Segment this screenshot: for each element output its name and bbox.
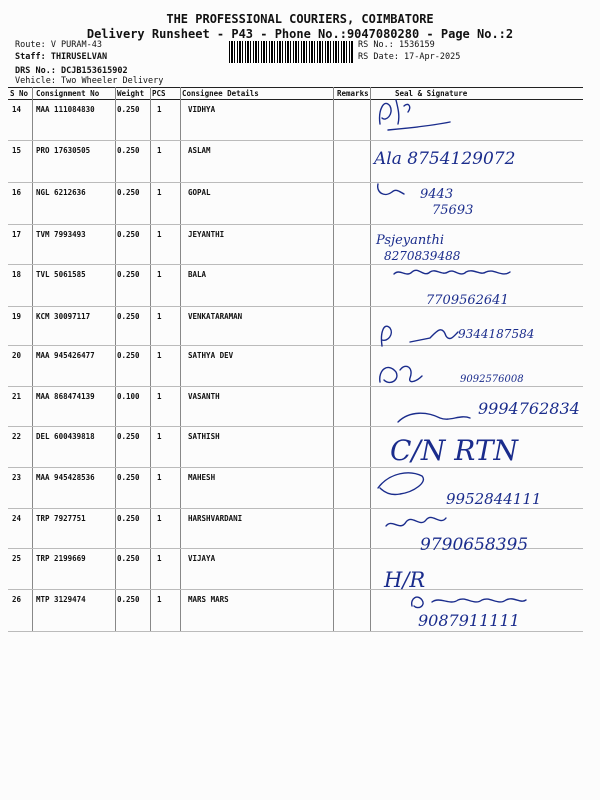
handwriting-16a: 9443 [420,187,454,202]
row-consignment-no: TVL 5061585 [36,270,86,279]
signature-18 [394,270,510,308]
handwriting-15: Ala 8754129072 [374,149,516,169]
row-sno: 23 [12,473,22,482]
signature-14 [380,100,450,130]
row-sno: 17 [12,230,22,239]
signature-16 [378,184,474,218]
rs-date: RS Date: 17-Apr-2025 [358,52,461,62]
row-consignment-no: TRP 7927751 [36,514,86,523]
signature-17 [375,233,461,263]
handwriting-21: 9994762834 [478,399,580,418]
handwriting-25: H/R [384,568,426,592]
row-consignee: VIDHYA [188,105,216,114]
row-consignee: BALA [188,270,207,279]
row-sno: 16 [12,188,22,197]
row-weight: 0.250 [117,595,140,604]
row-pcs: 1 [157,554,162,563]
row-weight: 0.250 [117,105,140,114]
header-sno: S No [10,89,29,98]
row-sno: 24 [12,514,22,523]
handwriting-17a: Psjeyanthi [376,233,445,248]
row-weight: 0.250 [117,351,140,360]
row-pcs: 1 [157,146,162,155]
header-consignee: Consignee Details [182,89,259,98]
row-weight: 0.250 [117,312,140,321]
row-sno: 19 [12,312,22,321]
row-consignee: ASLAM [188,146,211,155]
company-title: THE PROFESSIONAL COURIERS, COIMBATORE [166,12,434,26]
row-weight: 0.250 [117,554,140,563]
column-divider [333,87,334,632]
handwriting-24: 9790658395 [420,535,529,555]
barcode-image [229,41,353,63]
row-consignment-no: MAA 945428536 [36,473,95,482]
signature-24 [386,517,528,555]
row-consignee: MARS MARS [188,595,229,604]
row-consignee: VASANTH [188,392,220,401]
row-weight: 0.250 [117,432,140,441]
signature-column [370,92,595,637]
row-consignee: MAHESH [188,473,216,482]
runsheet-subtitle: Delivery Runsheet - P43 - Phone No.:9047080280 - Page No.:2 [86,27,514,41]
handwriting-26: 9087911111 [418,611,520,630]
signature-19 [381,326,534,346]
row-weight: 0.250 [117,188,140,197]
row-sno: 20 [12,351,22,360]
row-consignment-no: TRP 2199669 [36,554,86,563]
row-weight: 0.100 [117,392,140,401]
row-consignment-no: DEL 600439818 [36,432,95,441]
row-consignment-no: TVM 7993493 [36,230,86,239]
signature-23 [378,473,541,508]
row-consignee: VIJAYA [188,554,216,563]
handwriting-19: 9344187584 [458,327,535,341]
row-consignee: JEYANTHI [188,230,225,239]
handwriting-16b: 75693 [432,203,474,218]
header-pcs: PCS [152,89,166,98]
row-consignee: VENKATARAMAN [188,312,243,321]
column-divider [150,87,151,632]
row-pcs: 1 [157,270,162,279]
header-signature: Seal & Signature [395,89,468,98]
row-consignee: SATHYA DEV [188,351,234,360]
row-pcs: 1 [157,473,162,482]
column-divider [180,87,181,632]
row-consignment-no: NGL 6212636 [36,188,86,197]
row-consignment-no: MAA 868474139 [36,392,95,401]
signature-21 [398,399,580,422]
row-sno: 21 [12,392,22,401]
row-consignment-no: MAA 945426477 [36,351,95,360]
row-pcs: 1 [157,312,162,321]
header-consignment: Consignment No [36,89,100,98]
row-sno: 15 [12,146,22,155]
handwriting-23: 9952844111 [446,490,542,508]
rs-number: RS No.: 1536159 [358,40,435,50]
row-weight: 0.250 [117,514,140,523]
row-sno: 22 [12,432,22,441]
row-pcs: 1 [157,595,162,604]
signature-22 [390,434,520,467]
row-pcs: 1 [157,514,162,523]
row-pcs: 1 [157,230,162,239]
row-consignee: HARSHVARDANI [188,514,243,523]
handwriting-20: 9092576008 [460,374,524,385]
table-top-border [8,87,583,88]
header-weight: Weight [117,89,145,98]
handwriting-17b: 8270839488 [384,249,461,263]
row-sno: 25 [12,554,22,563]
row-consignee: SATHISH [188,432,220,441]
row-weight: 0.250 [117,146,140,155]
row-consignment-no: MTP 3129474 [36,595,86,604]
signature-25 [383,568,425,592]
route-label: Route: V PURAM-43 [15,40,102,50]
row-consignment-no: PRO 17630505 [36,146,91,155]
row-sno: 18 [12,270,22,279]
row-pcs: 1 [157,351,162,360]
drs-label: DRS No.: DCJB153615902 [15,66,128,76]
row-pcs: 1 [157,432,162,441]
signature-15 [372,149,515,169]
column-divider [115,87,116,632]
handwriting-18: 7709562641 [426,293,509,308]
row-weight: 0.250 [117,270,140,279]
vehicle-label: Vehicle: Two Wheeler Delivery [15,76,164,86]
row-sno: 26 [12,595,22,604]
signature-20 [380,366,524,385]
signature-26 [412,597,526,630]
row-weight: 0.250 [117,230,140,239]
handwriting-22: C/N RTN [390,434,519,467]
header-remarks: Remarks [337,89,369,98]
row-consignee: GOPAL [188,188,211,197]
column-divider [32,87,33,632]
staff-label: Staff: THIRUSELVAN [15,52,108,62]
row-pcs: 1 [157,188,162,197]
row-weight: 0.250 [117,473,140,482]
row-pcs: 1 [157,392,162,401]
row-pcs: 1 [157,105,162,114]
row-sno: 14 [12,105,22,114]
row-consignment-no: MAA 111084830 [36,105,95,114]
row-consignment-no: KCM 30097117 [36,312,91,321]
